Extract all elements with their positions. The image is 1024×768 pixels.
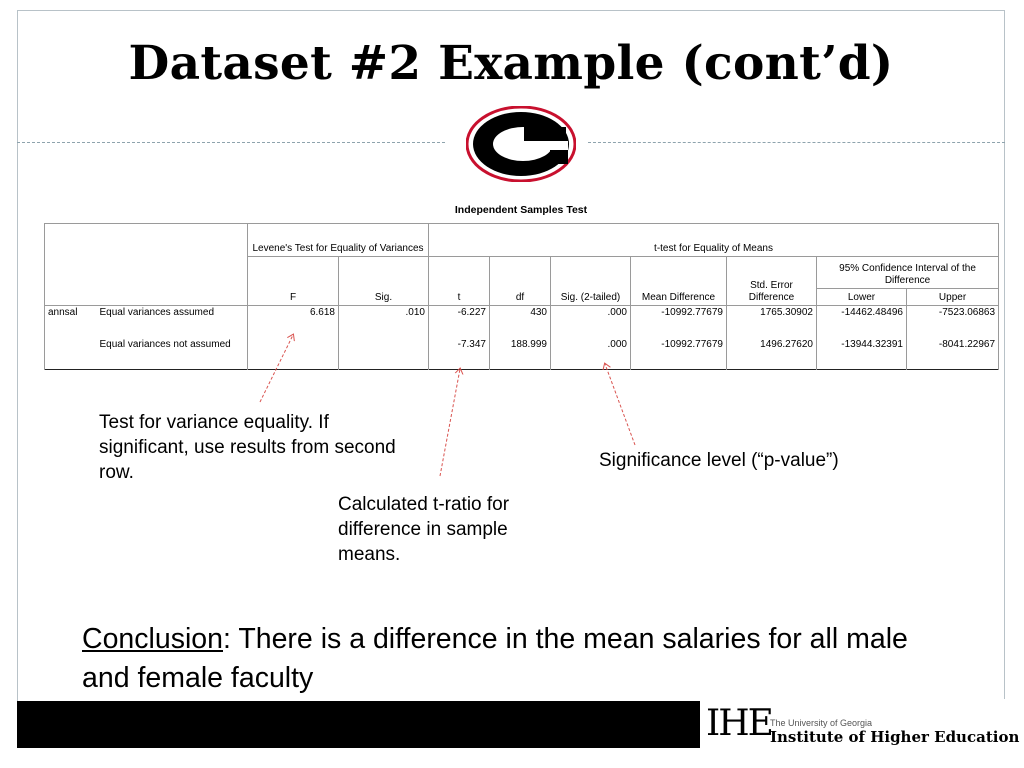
cell-sig2: .000 bbox=[551, 338, 631, 370]
cell-upper: -8041.22967 bbox=[907, 338, 999, 370]
cell-lower: -13944.32391 bbox=[817, 338, 907, 370]
variable-name: annsal bbox=[45, 306, 97, 370]
annotation-significance: Significance level (“p-value”) bbox=[599, 450, 839, 471]
ci-header: 95% Confidence Interval of the Difference bbox=[817, 257, 999, 289]
arrow-to-sig bbox=[605, 364, 635, 445]
cell-lower: -14462.48496 bbox=[817, 306, 907, 338]
col-lower: Lower bbox=[817, 289, 907, 306]
cell-t: -7.347 bbox=[429, 338, 490, 370]
cell-f: 6.618 bbox=[248, 306, 339, 338]
levene-header: Levene's Test for Equality of Variances bbox=[248, 224, 429, 257]
cell-df: 430 bbox=[490, 306, 551, 338]
col-mean-difference: Mean Difference bbox=[631, 257, 727, 306]
cell-sig: .010 bbox=[339, 306, 429, 338]
ihe-logo-icon: IHE bbox=[706, 703, 772, 744]
footer-university: The University of Georgia bbox=[770, 718, 873, 728]
cell-se-diff: 1765.30902 bbox=[727, 306, 817, 338]
cell-se-diff: 1496.27620 bbox=[727, 338, 817, 370]
col-sig-2-tailed: Sig. (2-tailed) bbox=[551, 257, 631, 306]
row-label: Equal variances not assumed bbox=[97, 338, 248, 370]
cell-t: -6.227 bbox=[429, 306, 490, 338]
col-std-error-difference: Std. Error Difference bbox=[727, 257, 817, 306]
slide-title: Dataset #2 Example (cont’d) bbox=[128, 36, 894, 91]
conclusion-label: Conclusion bbox=[82, 623, 223, 655]
annotation-tratio: Calculated t-ratio for difference in sample means. bbox=[338, 494, 510, 565]
conclusion bbox=[82, 620, 962, 698]
col-sig: Sig. bbox=[339, 257, 429, 306]
col-f: F bbox=[248, 257, 339, 306]
arrow-to-t bbox=[440, 369, 460, 476]
annotation-variance: Test for variance equality. If significant, use results from second row. bbox=[99, 412, 396, 483]
col-t: t bbox=[429, 257, 490, 306]
cell-sig2: .000 bbox=[551, 306, 631, 338]
conclusion-text: : There is a difference in the mean salaries for all male and female faculty bbox=[82, 623, 908, 694]
cell-mean-diff: -10992.77679 bbox=[631, 338, 727, 370]
ttest-header: t-test for Equality of Means bbox=[429, 224, 999, 257]
col-df: df bbox=[490, 257, 551, 306]
footer-institute: Institute of Higher Education bbox=[770, 728, 1020, 746]
cell-upper: -7523.06863 bbox=[907, 306, 999, 338]
arrow-to-f bbox=[260, 335, 293, 402]
cell-mean-diff: -10992.77679 bbox=[631, 306, 727, 338]
cell-df: 188.999 bbox=[490, 338, 551, 370]
row-label: Equal variances assumed bbox=[97, 306, 248, 338]
col-upper: Upper bbox=[907, 289, 999, 306]
table-caption: Independent Samples Test bbox=[454, 204, 588, 216]
